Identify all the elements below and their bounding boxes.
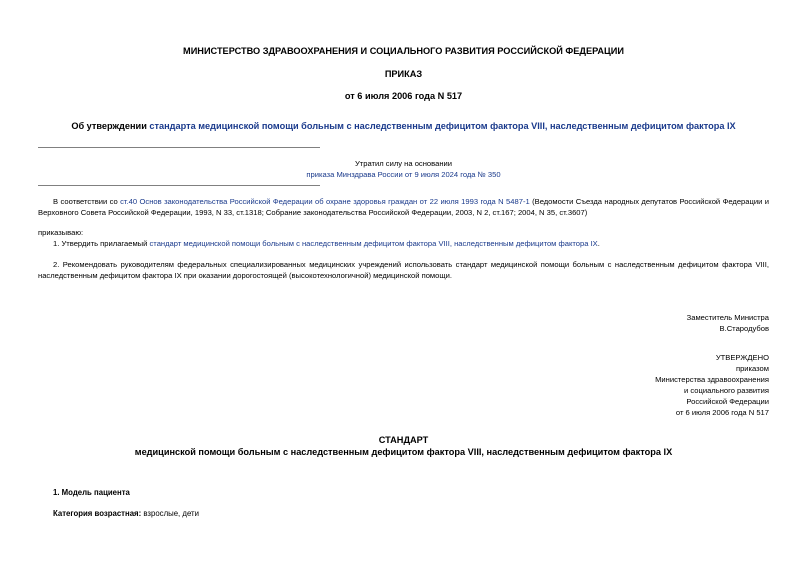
item1-end: .	[597, 239, 600, 248]
approval-line-6: от 6 июля 2006 года N 517	[675, 408, 769, 417]
signature-position: Заместитель Министра	[686, 313, 769, 322]
signature-block	[687, 312, 769, 334]
order-item-2: 2. Рекомендовать руководителям федеральных специализированных медицинских учреждений использовать стандарт медицинской помощи больным с наследственным дефицитом фактора VIII, наследственным дефицитом фактора IX при оказании дорогостоящей (высокотехнологичной) медицинской помощи.	[38, 260, 769, 280]
preamble-paragraph	[38, 196, 769, 218]
item1-start: 1. Утвердить прилагаемый	[53, 239, 150, 248]
status-order-link[interactable]: приказа Минздрава России от 9 июля 2024 года № 350	[306, 170, 501, 179]
preamble-start: В соответствии со	[53, 197, 121, 206]
age-category-value: взрослые, дети	[141, 509, 199, 518]
divider-top	[38, 147, 320, 148]
approval-line-5: Российской Федерации	[686, 397, 769, 406]
title-prefix: Об утверждении	[71, 121, 150, 131]
approval-block	[655, 352, 769, 418]
approval-line-4: и социального развития	[684, 386, 769, 395]
approval-line-3: Министерства здравоохранения	[655, 375, 769, 384]
signature-name: В.Стародубов	[719, 324, 769, 333]
approval-line-2: приказом	[735, 364, 769, 373]
preamble-rest: (Ведомости Съезда народных депутатов Российской Федерации и Верховного Совета Российской Федерации, 1993, N 33, ст.1318; Собрание законодательства Российской Федерации, 2003, N 2, ст.167; 2004, N 35, ст.3607)	[38, 197, 769, 217]
age-category-label: Категория возрастная:	[53, 509, 142, 518]
standard-subtitle: медицинской помощи больным с наследственным дефицитом фактора VIII, наследственным дефицитом фактора IX	[134, 447, 673, 457]
document-title	[0, 121, 807, 131]
standard-title: СТАНДАРТ	[378, 435, 429, 445]
age-category	[53, 508, 199, 519]
item1-standard-link[interactable]: стандарт медицинской помощи больным с наследственным дефицитом фактора VIII, наследственным дефицитом фактора IX	[149, 239, 598, 248]
order-item-1	[38, 238, 769, 249]
doc-date-number: от 6 июля 2006 года N 517	[344, 91, 463, 101]
preamble-law-link[interactable]: ст.40 Основ законодательства Российской Федерации об охране здоровья граждан от 22 июля 1993 года N 5487-1	[120, 197, 530, 206]
ministry-heading: МИНИСТЕРСТВО ЗДРАВООХРАНЕНИЯ И СОЦИАЛЬНОГО РАЗВИТИЯ РОССИЙСКОЙ ФЕДЕРАЦИИ	[183, 46, 624, 56]
divider-bottom	[38, 185, 320, 186]
title-standard-link[interactable]: стандарта медицинской помощи больным с наследственным дефицитом фактора VIII, наследственным дефицитом фактора IX	[149, 121, 736, 131]
order-word: приказываю:	[38, 228, 84, 237]
status-note: Утратил силу на основании	[354, 159, 453, 168]
doc-type-heading: ПРИКАЗ	[384, 69, 423, 79]
approval-line-1: УТВЕРЖДЕНО	[715, 353, 769, 362]
section-patient-model: 1. Модель пациента	[53, 488, 130, 497]
